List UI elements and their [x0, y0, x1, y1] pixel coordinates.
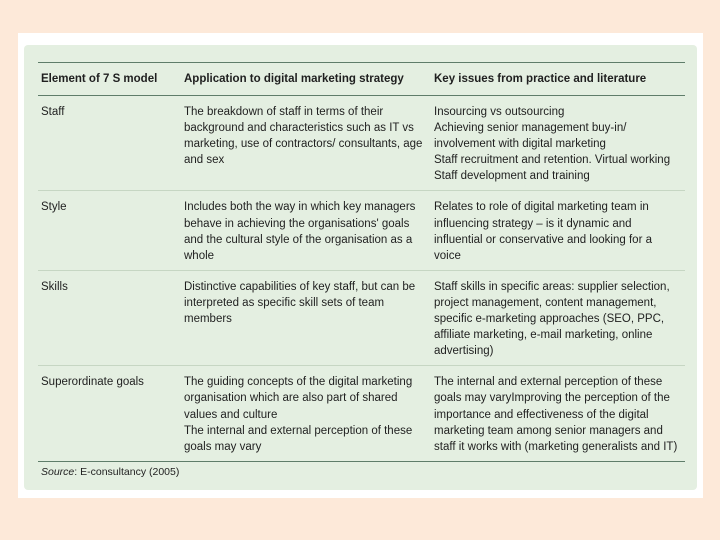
- application-cell: [181, 366, 431, 461]
- header-issues: Key issues from practice and literature: [431, 63, 685, 96]
- element-cell: Skills: [38, 270, 181, 365]
- header-application: Application to digital marketing strategy: [181, 63, 431, 96]
- application-line: Includes both the way in which key managers behave in achieving the organisations' goals and the cultural style of the organisation as a whole: [184, 201, 416, 262]
- application-line: The internal and external perception of these goals may vary: [184, 424, 413, 453]
- header-row: [38, 63, 685, 96]
- issues-cell: [431, 366, 685, 461]
- application-cell: [181, 96, 431, 191]
- application-line: The guiding concepts of the digital marketing organisation which are also part of shared values and culture: [184, 376, 413, 421]
- element-cell: Staff: [38, 96, 181, 191]
- issues-cell: [431, 270, 685, 365]
- table-panel: [24, 45, 697, 490]
- application-cell: [181, 270, 431, 365]
- table-row: [38, 366, 685, 461]
- application-line: The breakdown of staff in terms of their background and characteristics such as IT vs marketing, use of contractors/ consultants, age and sex: [184, 106, 423, 167]
- seven-s-table: [38, 62, 685, 462]
- issue-line: Staff recruitment and retention. Virtual working: [434, 154, 671, 167]
- table-row: [38, 96, 685, 191]
- issue-line: The internal and external perception of these goals may varyImproving the perception of the importance and effectiveness of the digital marketing team among senior managers and staff it works with (marketing generalists and IT): [434, 376, 678, 453]
- table-row: [38, 270, 685, 365]
- source-text: : E-consultancy (2005): [74, 466, 180, 478]
- source-label: Source: [41, 466, 75, 478]
- slide: [18, 33, 703, 498]
- issue-line: Staff development and training: [434, 170, 590, 183]
- issue-line: Insourcing vs outsourcing: [434, 106, 565, 118]
- application-cell: [181, 191, 431, 270]
- element-cell: Style: [38, 191, 181, 270]
- issues-cell: [431, 191, 685, 270]
- source-note: [41, 466, 179, 478]
- issue-line: Achieving senior management buy-in/ involvement with digital marketing: [434, 122, 627, 151]
- issue-line: Staff skills in specific areas: supplier selection, project management, content management, specific e-marketing approaches (SEO, PPC, affiliate marketing, e-mail marketing, online advertising): [434, 280, 670, 358]
- application-line: Distinctive capabilities of key staff, but can be interpreted as specific skill sets of team members: [184, 280, 416, 326]
- issues-cell: [431, 96, 685, 191]
- element-cell: Superordinate goals: [38, 366, 181, 461]
- table-row: [38, 191, 685, 270]
- header-element: Element of 7 S model: [38, 63, 181, 96]
- issue-line: Relates to role of digital marketing team in influencing strategy – is it dynamic and influential or conservative and looking for a voice: [434, 201, 652, 262]
